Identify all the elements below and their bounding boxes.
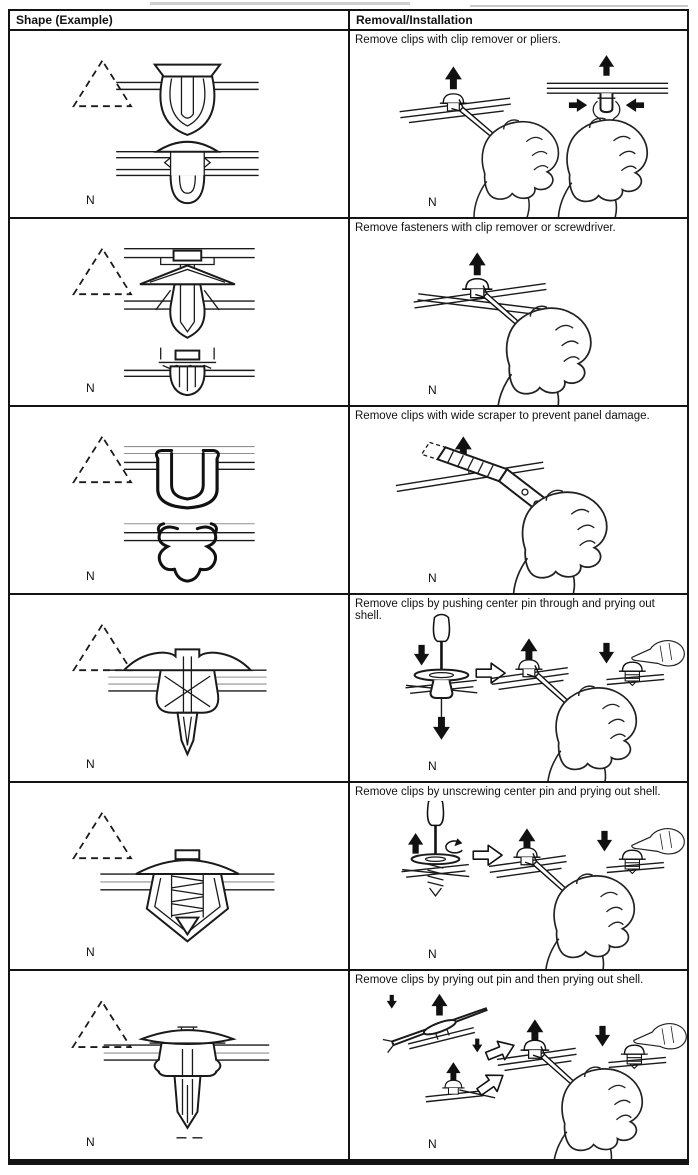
hand-fist-icon — [545, 874, 634, 969]
instruction-text: Remove fasteners with clip remover or screwdriver. — [355, 222, 616, 234]
dashed-triangle-icon — [74, 625, 131, 671]
removal-cell — [350, 407, 687, 593]
wide-scraper-blade — [437, 447, 507, 481]
push-through-pin-clip-icon — [10, 595, 348, 781]
hand-fist-icon — [474, 120, 558, 217]
pointing-hand-icon — [632, 829, 684, 854]
screwdriver-icon — [428, 801, 444, 855]
removal-cell — [350, 31, 687, 217]
instruction-text: Remove clips by pushing center pin through and prying out shell. — [355, 598, 655, 622]
left-arrow-icon — [626, 98, 644, 112]
screwdriver-icon — [434, 614, 450, 671]
up-arrow-icon — [599, 55, 614, 76]
removal-note-label: N — [428, 195, 437, 209]
instruction-text: Remove clips with wide scraper to prevent panel damage. — [355, 410, 650, 422]
scan-artifact — [470, 5, 688, 7]
removal-cell — [350, 595, 687, 781]
hollow-arrow-icon — [476, 663, 505, 683]
shape-column-header: Shape (Example) — [10, 11, 350, 29]
wide-scraper-prying-clip-illustration — [350, 425, 687, 593]
shape-cell — [10, 219, 350, 405]
instruction-text: Remove clips by unscrewing center pin and prying out shell. — [355, 786, 661, 798]
down-arrow-icon — [387, 995, 397, 1009]
removal-note-label: N — [428, 571, 437, 585]
hollow-arrow-icon — [483, 1036, 517, 1065]
hand-fist-icon — [547, 686, 636, 781]
shape-note-label: N — [86, 757, 95, 771]
shape-cell — [10, 407, 350, 593]
pry-pin-then-pry-shell-illustration — [350, 989, 687, 1159]
unscrew-pin-then-pry-shell-illustration — [350, 801, 687, 969]
dashed-triangle-icon — [74, 437, 131, 483]
spring-metal-clip-cross-sections-icon — [10, 407, 348, 593]
table-row — [10, 971, 687, 1159]
umbrella-fastener-cross-sections-icon — [10, 219, 348, 405]
instruction-text: Remove clips with clip remover or pliers. — [355, 34, 561, 46]
removal-cell — [350, 783, 687, 969]
table-row — [10, 31, 687, 219]
clip-remover-prying-fastener-illustration — [350, 237, 687, 405]
fastener-removal-table — [8, 9, 689, 1165]
down-arrow-icon — [433, 717, 450, 740]
down-arrow-icon — [597, 831, 612, 852]
removal-cell — [350, 971, 687, 1159]
up-arrow-icon — [445, 66, 462, 89]
table-row — [10, 219, 687, 407]
removal-note-label: N — [428, 947, 437, 961]
pry-pin-clip-icon — [10, 971, 348, 1159]
up-arrow-icon — [526, 1019, 543, 1042]
shape-note-label: N — [86, 381, 95, 395]
up-arrow-icon — [469, 252, 486, 275]
up-arrow-icon — [446, 1062, 460, 1081]
push-clip-cross-sections-icon — [10, 31, 348, 217]
removal-column-header: Removal/Installation — [356, 13, 473, 27]
hollow-arrow-icon — [473, 845, 502, 865]
table-row — [10, 595, 687, 783]
pointing-hand-icon — [632, 641, 684, 666]
table-header — [10, 11, 687, 31]
down-arrow-icon — [472, 1039, 482, 1053]
pointing-hand-icon — [634, 1024, 686, 1049]
table-row — [10, 783, 687, 971]
removal-note-label: N — [428, 759, 437, 773]
removal-cell — [350, 219, 687, 405]
clip-remover-and-pliers-illustration — [350, 49, 687, 217]
right-arrow-icon — [569, 98, 587, 112]
hand-fist-icon — [558, 118, 647, 217]
shape-cell — [10, 595, 350, 781]
clip-head-icon — [442, 1080, 464, 1094]
screw-pin-clip-icon — [10, 783, 348, 969]
up-arrow-icon — [408, 833, 423, 854]
push-pin-then-pry-shell-illustration — [350, 613, 687, 781]
table-row — [10, 407, 687, 595]
shape-note-label: N — [86, 193, 95, 207]
shape-cell — [10, 31, 350, 217]
up-arrow-icon — [431, 994, 447, 1016]
dashed-triangle-icon — [74, 249, 131, 295]
dashed-triangle-icon — [73, 1001, 131, 1047]
rotate-arrow-icon — [446, 838, 462, 853]
shape-cell — [10, 783, 350, 969]
down-arrow-icon — [595, 1026, 610, 1047]
shape-note-label: N — [86, 945, 95, 959]
scan-artifact — [150, 2, 410, 5]
down-arrow-icon — [414, 645, 429, 666]
instruction-text: Remove clips by prying out pin and then prying out shell. — [355, 974, 644, 986]
shape-cell — [10, 971, 350, 1159]
dashed-triangle-icon — [74, 61, 131, 107]
hand-fist-icon — [513, 490, 606, 593]
shape-note-label: N — [86, 1135, 95, 1149]
removal-note-label: N — [428, 383, 437, 397]
down-arrow-icon — [599, 643, 614, 664]
shape-note-label: N — [86, 569, 95, 583]
hollow-arrow-icon — [474, 1067, 509, 1100]
removal-note-label: N — [428, 1137, 437, 1151]
dashed-triangle-icon — [74, 813, 131, 859]
up-arrow-icon — [520, 638, 537, 661]
